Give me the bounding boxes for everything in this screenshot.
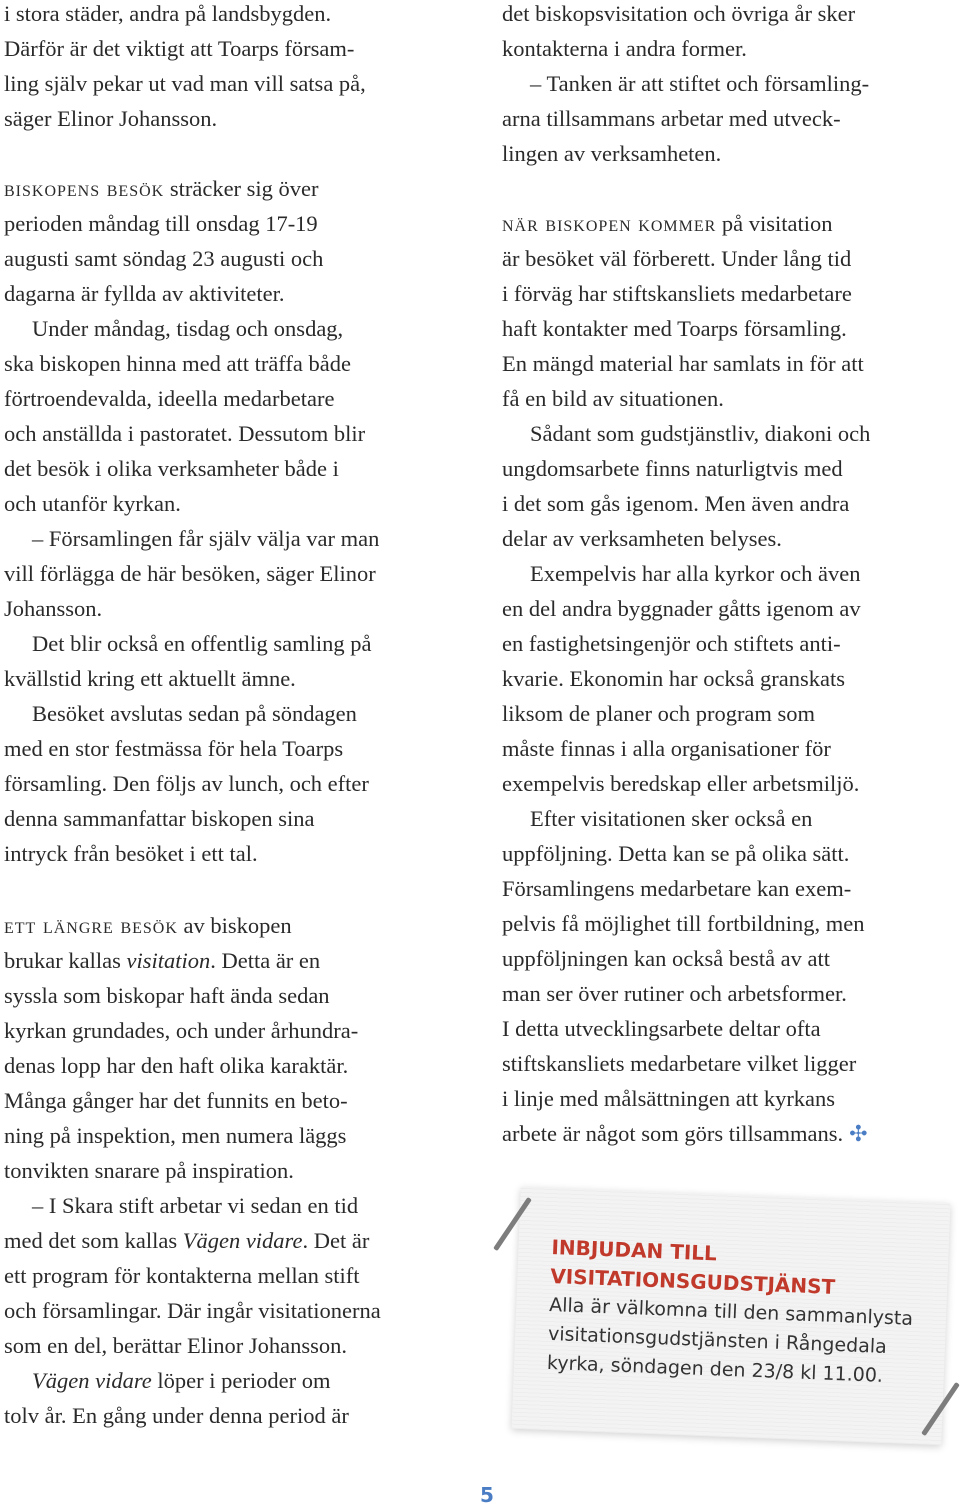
text-line: syssla som biskopar haft ända sedan (4, 983, 330, 1008)
text-line: Vägen vidare löper i perioder om (32, 1368, 331, 1393)
text-line: kontakterna i andra former. (502, 36, 747, 61)
text-line: ska biskopen hinna med att träffa både (4, 351, 351, 376)
text-line: – Tanken är att stiftet och församling- (530, 71, 870, 96)
note-body-line: visitationsgudstjänsten i Rångedala (547, 1322, 888, 1358)
note-heading: VISITATIONSGUDSTJÄNST (549, 1263, 836, 1299)
text-line: när biskopen kommer på visitation (502, 211, 833, 236)
text-line: kvällstid kring ett aktuellt ämne. (4, 666, 296, 691)
text-line: Sådant som gudstjänstliv, diakoni och (530, 421, 871, 446)
text-line: delar av verksamheten belyses. (502, 526, 782, 551)
text-line: perioden måndag till onsdag 17-19 (4, 211, 318, 236)
text-line: augusti samt söndag 23 augusti och (4, 246, 324, 271)
text-line: man ser över rutiner och arbetsformer. (502, 981, 847, 1006)
text-line: och utanför kyrkan. (4, 491, 181, 516)
text-line: i linje med målsättningen att kyrkans (502, 1086, 836, 1111)
text-line: arna tillsammans arbetar med utveck- (502, 106, 841, 131)
text-line: denas lopp har den haft olika karaktär. (4, 1053, 349, 1078)
text-line: – Församlingen får själv välja var man (32, 526, 380, 551)
section-lead: biskopens besök (4, 176, 165, 201)
text-line: kvarie. Ekonomin har också granskats (502, 666, 846, 691)
text-line: säger Elinor Johansson. (4, 106, 218, 131)
text-line: Johansson. (4, 596, 103, 621)
section-lead: ett längre besök (4, 913, 178, 938)
text-line: uppföljning. Detta kan se på olika sätt. (502, 841, 850, 866)
text-line: Det blir också en offentlig samling på (32, 631, 372, 656)
note-body-line: kyrka, söndagen den 23/8 kl 11.00. (546, 1351, 884, 1387)
text-line: biskopens besök sträcker sig över (4, 176, 319, 201)
text-line: Därför är det viktigt att Toarps försam- (4, 36, 355, 61)
text-line: En mängd material har samlats in för att (502, 351, 864, 376)
text-line: vill förlägga de här besöken, säger Elinor (4, 561, 376, 586)
text-line: dagarna är fyllda av aktiviteter. (4, 281, 285, 306)
text-line: liksom de planer och program som (502, 701, 816, 726)
end-mark-icon: ✣ (849, 1121, 868, 1146)
section-lead: när biskopen kommer (502, 211, 717, 236)
text-line: Under måndag, tisdag och onsdag, (32, 316, 344, 341)
page-number: 5 (480, 1483, 494, 1507)
text-line: som en del, berättar Elinor Johansson. (4, 1333, 348, 1358)
text-line: arbete är något som görs tillsammans. ✣ (502, 1121, 868, 1146)
text-line: stiftskansliets medarbetare vilket ligger (502, 1051, 857, 1076)
text-line: ett program för kontakterna mellan stift (4, 1263, 360, 1288)
note-heading: INBJUDAN TILL (551, 1234, 718, 1266)
text-line: I detta utvecklingsarbete deltar ofta (502, 1016, 821, 1041)
text-line: med det som kallas Vägen vidare. Det är (4, 1228, 370, 1253)
text-line: är besöket väl förberett. Under lång tid (502, 246, 852, 271)
text-line: en del andra byggnader gåtts igenom av (502, 596, 861, 621)
text-line: församling. Den följs av lunch, och efter (4, 771, 369, 796)
text-line: i det som gås igenom. Men även andra (502, 491, 850, 516)
text-line: ning på inspektion, men numera läggs (4, 1123, 347, 1148)
text-line: Många gånger har det funnits en beto- (4, 1088, 348, 1113)
text-line: det besök i olika verksamheter både i (4, 456, 339, 481)
text-line: – I Skara stift arbetar vi sedan en tid (32, 1193, 359, 1218)
text-line: exempelvis beredskap eller arbetsmiljö. (502, 771, 860, 796)
text-line: brukar kallas visitation. Detta är en (4, 948, 321, 973)
text-line: haft kontakter med Toarps församling. (502, 316, 847, 341)
text-line: tolv år. En gång under denna period är (4, 1403, 349, 1428)
text-line: Församlingens medarbetare kan exem- (502, 876, 852, 901)
text-line: en fastighetsingenjör och stiftets anti- (502, 631, 841, 656)
note-body-line: Alla är välkomna till den sammanlysta (548, 1293, 914, 1330)
invitation-note-text (546, 1233, 915, 1392)
text-line: Efter visitationen sker också en (530, 806, 813, 831)
text-line: kyrkan grundades, och under århundra- (4, 1018, 359, 1043)
text-line: i stora städer, andra på landsbygden. (4, 1, 332, 26)
text-line: det biskopsvisitation och övriga år sker (502, 1, 856, 26)
text-line: få en bild av situationen. (502, 386, 724, 411)
text-line: tonvikten snarare på inspiration. (4, 1158, 294, 1183)
text-line: med en stor festmässa för hela Toarps (4, 736, 344, 761)
text-line: ling själv pekar ut vad man vill satsa på, (4, 71, 366, 96)
text-line: ett längre besök av biskopen (4, 913, 292, 938)
text-line: och församlingar. Där ingår visitationerna (4, 1298, 381, 1323)
text-line: ungdomsarbete finns naturligtvis med (502, 456, 843, 481)
text-line: uppföljningen kan också bestå av att (502, 946, 831, 971)
text-line: i förväg har stiftskansliets medarbetare (502, 281, 852, 306)
text-line: intryck från besöket i ett tal. (4, 841, 258, 866)
text-line: Besöket avslutas sedan på söndagen (32, 701, 357, 726)
text-line: Exempelvis har alla kyrkor och även (530, 561, 861, 586)
text-line: lingen av verksamheten. (502, 141, 722, 166)
text-line: förtroendevalda, ideella medarbetare (4, 386, 335, 411)
text-line: måste finnas i alla organisationer för (502, 736, 831, 761)
text-line: pelvis få möjlighet till fortbildning, men (502, 911, 865, 936)
text-line: och anställda i pastoratet. Dessutom blir (4, 421, 366, 446)
text-line: denna sammanfattar biskopen sina (4, 806, 315, 831)
